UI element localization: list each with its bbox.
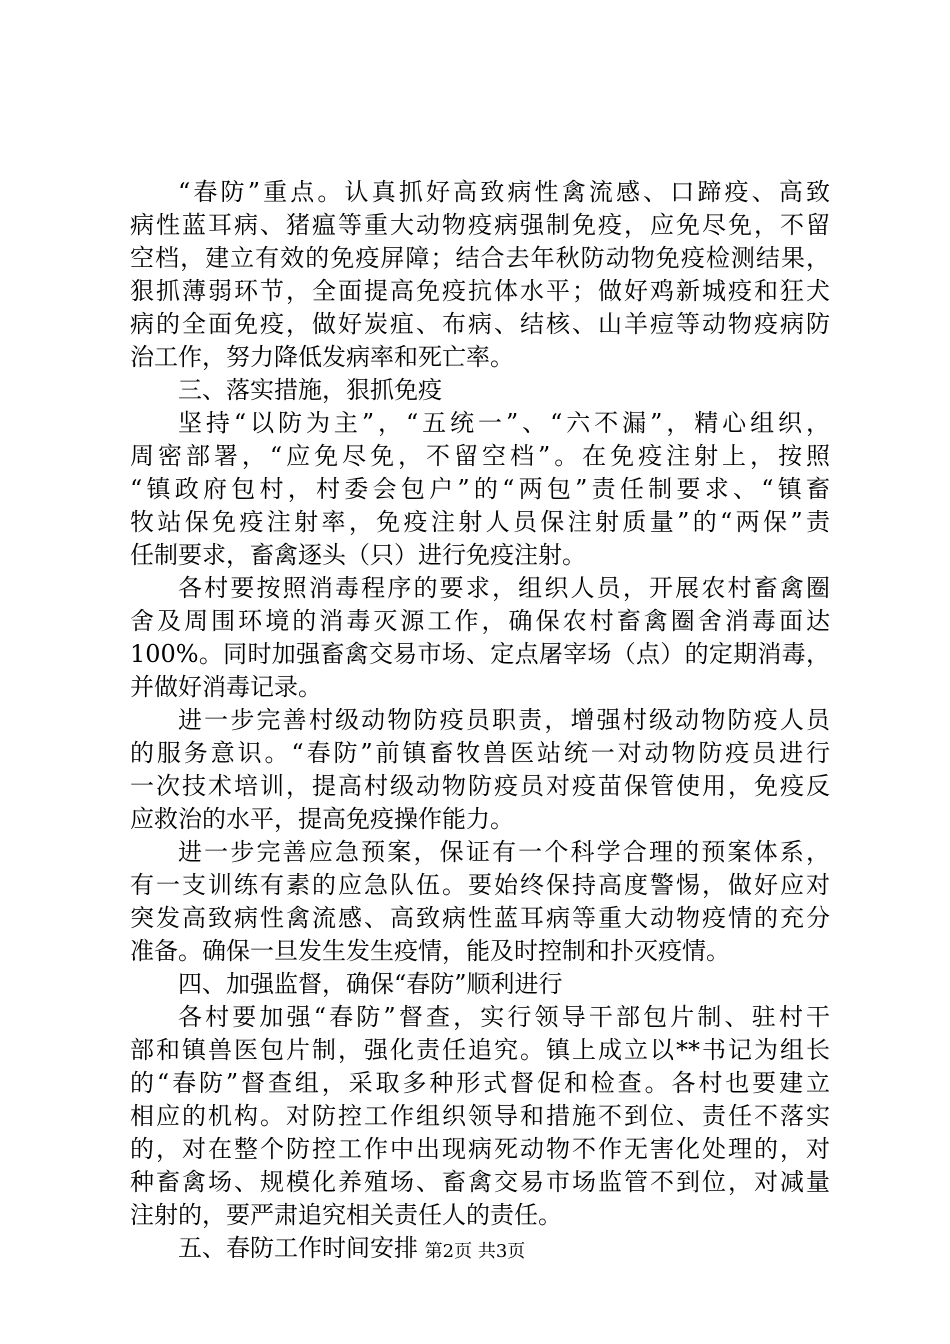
document-body: [130, 176, 830, 1265]
text-line: 相应的机构。对防控工作组织领导和措施不到位、责任不落实: [130, 1102, 830, 1130]
text-line: 治工作，努力降低发病率和死亡率。: [130, 343, 514, 371]
text-line: 准备。确保一旦发生发生疫情，能及时控制和扑灭疫情。: [130, 937, 730, 965]
text-line: 的“春防”督查组，采取多种形式督促和检查。各村也要建立: [130, 1069, 830, 1097]
section-heading: 四、加强监督，确保“春防”顺利进行: [178, 970, 563, 998]
text-line: 牧站保免疫注射率，免疫注射人员保注射质量”的“两保”责: [130, 508, 830, 536]
section-heading: 三、落实措施，狠抓免疫: [178, 376, 442, 404]
text-line: 各村要加强“春防”督查，实行领导干部包片制、驻村干: [178, 1003, 830, 1031]
text-line: 部和镇兽医包片制，强化责任追究。镇上成立以**书记为组长: [130, 1036, 830, 1064]
text-line: 的服务意识。“春防”前镇畜牧兽医站统一对动物防疫员进行: [130, 739, 830, 767]
text-line: 狠抓薄弱环节，全面提高免疫抗体水平；做好鸡新城疫和狂犬: [130, 277, 830, 305]
text-line: 并做好消毒记录。: [130, 673, 322, 701]
page-footer: 第2页 共3页: [424, 1241, 526, 1262]
text-line: 突发高致病性禽流感、高致病性蓝耳病等重大动物疫情的充分: [130, 904, 830, 932]
text-line: 100%。同时加强畜禽交易市场、定点屠宰场（点）的定期消毒，: [130, 640, 830, 668]
text-line: 一次技术培训，提高村级动物防疫员对疫苗保管使用，免疫反: [130, 772, 830, 800]
section-heading: 五、春防工作时间安排: [178, 1234, 418, 1262]
text-line: 注射的，要严肃追究相关责任人的责任。: [130, 1201, 562, 1229]
text-line: 病性蓝耳病、猪瘟等重大动物疫病强制免疫，应免尽免，不留: [130, 211, 830, 239]
text-line: 种畜禽场、规模化养殖场、畜禽交易市场监管不到位，对减量: [130, 1168, 830, 1196]
text-line: 空档，建立有效的免疫屏障；结合去年秋防动物免疫检测结果，: [130, 244, 830, 272]
text-line: 病的全面免疫，做好炭疽、布病、结核、山羊痘等动物疫病防: [130, 310, 830, 338]
text-line: 应救治的水平，提高免疫操作能力。: [130, 805, 514, 833]
text-line: 进一步完善村级动物防疫员职责，增强村级动物防疫人员: [178, 706, 830, 734]
text-line: 的，对在整个防控工作中出现病死动物不作无害化处理的，对: [130, 1135, 830, 1163]
text-line: “春防”重点。认真抓好高致病性禽流感、口蹄疫、高致: [178, 178, 830, 206]
text-line: 各村要按照消毒程序的要求，组织人员，开展农村畜禽圈: [178, 574, 830, 602]
text-line: 任制要求，畜禽逐头（只）进行免疫注射。: [130, 541, 586, 569]
text-line: 坚持“以防为主”，“五统一”、“六不漏”，精心组织，: [178, 409, 830, 437]
text-line: “镇政府包村，村委会包户”的“两包”责任制要求、“镇畜: [130, 475, 830, 503]
text-line: 有一支训练有素的应急队伍。要始终保持高度警惕，做好应对: [130, 871, 830, 899]
text-line: 舍及周围环境的消毒灭源工作，确保农村畜禽圈舍消毒面达: [130, 607, 830, 635]
text-line: 进一步完善应急预案，保证有一个科学合理的预案体系，: [178, 838, 830, 866]
text-line: 周密部署，“应免尽免，不留空档”。在免疫注射上，按照: [130, 442, 830, 470]
